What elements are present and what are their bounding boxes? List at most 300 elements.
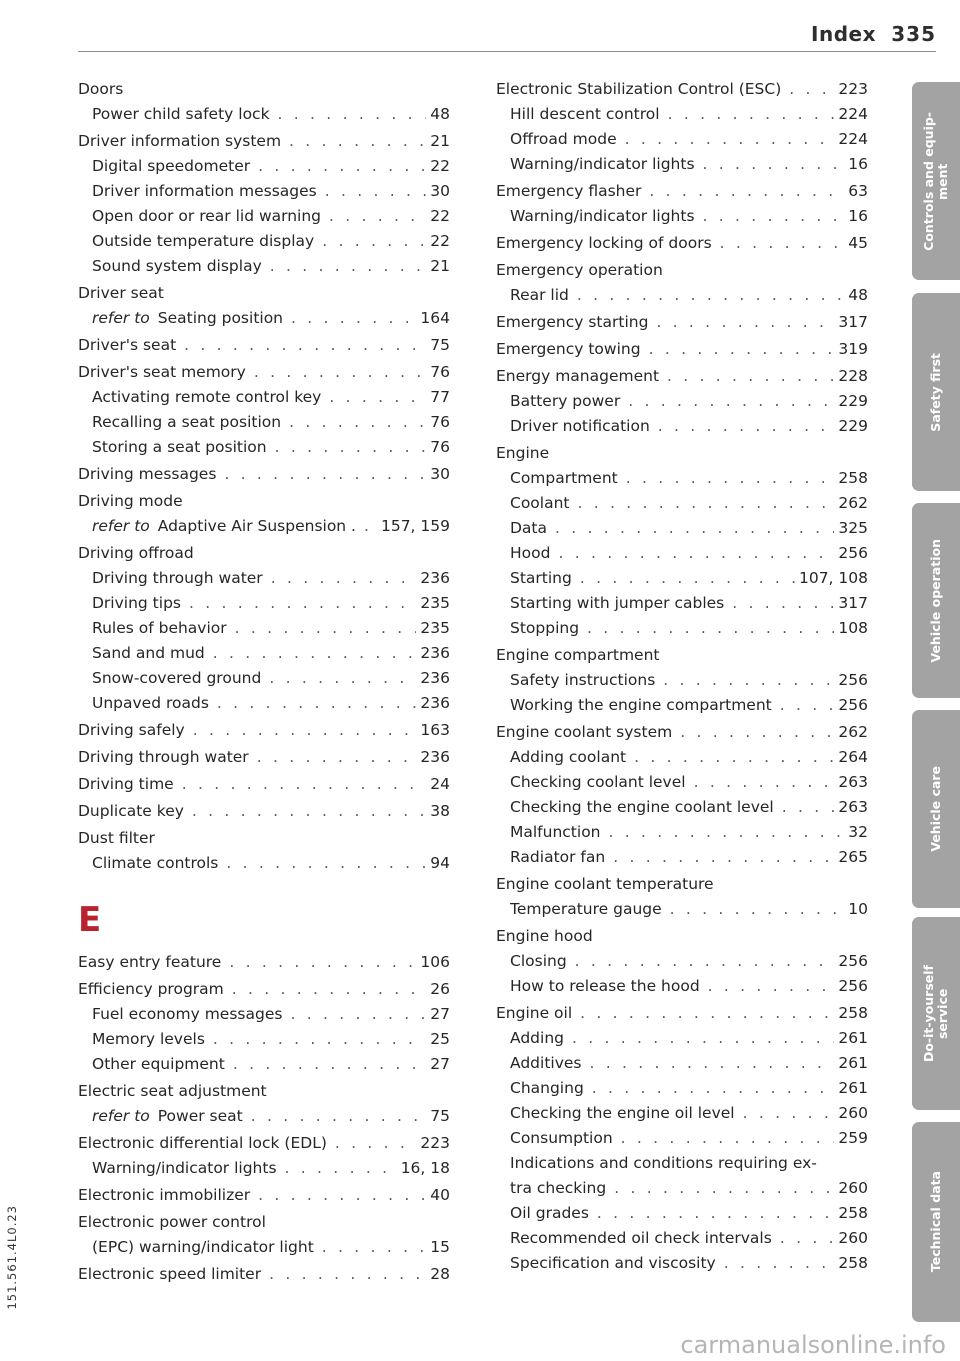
entry-label: tra checking — [510, 1179, 607, 1197]
entry-page: 235 — [420, 619, 450, 637]
dot-leader — [593, 1201, 835, 1226]
section-tab-label: Controls and equip- ment — [921, 111, 950, 251]
entry-label: Adding — [510, 1029, 564, 1047]
entry-label: How to release the hood — [510, 977, 700, 995]
entry-page: 236 — [420, 569, 450, 587]
dot-leader — [622, 466, 835, 491]
entry-label: Data — [510, 519, 548, 537]
index-entry — [496, 152, 868, 177]
section-tab[interactable] — [912, 293, 960, 491]
entry-page: 108 — [838, 619, 868, 637]
index-entry — [78, 306, 450, 331]
dot-leader — [568, 1026, 834, 1051]
index-entry — [496, 283, 868, 308]
index-entry — [78, 1079, 450, 1104]
entry-label: Checking the engine oil level — [510, 1104, 735, 1122]
entry-page: 258 — [838, 469, 868, 487]
index-entry — [78, 410, 450, 435]
dot-leader — [610, 1176, 834, 1201]
entry-label: Rules of behavior — [92, 619, 227, 637]
entry-label: Electronic immobilizer — [78, 1186, 251, 1204]
page-header — [78, 18, 936, 52]
index-entry — [78, 950, 450, 975]
index-entry — [78, 1262, 450, 1287]
entry-label: Warning/indicator lights — [510, 207, 695, 225]
index-entry — [78, 1235, 450, 1260]
entry-page: 261 — [838, 1079, 868, 1097]
entry-label: Checking coolant level — [510, 773, 686, 791]
index-entry — [496, 441, 868, 466]
entry-page: 10 — [848, 900, 868, 918]
index-entry — [496, 1101, 868, 1126]
index-entry — [78, 641, 450, 666]
index-entry — [496, 310, 868, 335]
section-tab[interactable] — [912, 82, 960, 280]
entry-page: 236 — [420, 694, 450, 712]
dot-leader — [676, 720, 834, 745]
entry-label: Engine hood — [496, 927, 593, 945]
dot-leader — [588, 1076, 835, 1101]
dot-leader — [267, 566, 417, 591]
entry-label: Driver's seat memory — [78, 363, 246, 381]
dot-leader — [265, 666, 416, 691]
entry-page: 264 — [838, 748, 868, 766]
index-entry — [496, 949, 868, 974]
dot-leader — [266, 254, 427, 279]
entry-page: 263 — [838, 798, 868, 816]
entry-label: Electronic power control — [78, 1213, 266, 1231]
entry-page: 256 — [838, 977, 868, 995]
dot-leader — [609, 845, 834, 870]
index-entry — [78, 102, 450, 127]
index-entry — [78, 154, 450, 179]
page-number: 335 — [891, 22, 936, 46]
index-entry — [496, 414, 868, 439]
index-entry — [496, 364, 868, 389]
dot-leader — [663, 364, 834, 389]
index-entry — [78, 462, 450, 487]
dot-leader — [253, 745, 417, 770]
index-entry — [496, 845, 868, 870]
dot-leader — [318, 1235, 426, 1260]
index-entry — [496, 102, 868, 127]
dot-leader — [254, 1183, 426, 1208]
section-tab-label: Vehicle care — [928, 766, 943, 852]
index-entry — [78, 204, 450, 229]
entry-label: Fuel economy messages — [92, 1005, 283, 1023]
entry-label: Emergency locking of doors — [496, 234, 712, 252]
entry-label: Duplicate key — [78, 802, 184, 820]
index-entry — [496, 924, 868, 949]
entry-page: 76 — [430, 438, 450, 456]
entry-page: 319 — [838, 340, 868, 358]
dot-leader — [281, 1156, 397, 1181]
entry-page: 164 — [420, 309, 450, 327]
section-tab[interactable] — [912, 710, 960, 908]
dot-leader — [652, 310, 834, 335]
entry-page: 32 — [848, 823, 868, 841]
dot-leader — [287, 306, 416, 331]
dot-leader — [583, 616, 834, 641]
entry-label: Engine — [496, 444, 550, 462]
section-tab-label: Vehicle operation — [928, 538, 943, 663]
entry-page: 259 — [838, 1129, 868, 1147]
dot-leader — [222, 851, 426, 876]
dot-leader — [621, 127, 835, 152]
refer-to-label: refer to — [92, 517, 150, 535]
index-entry — [78, 333, 450, 358]
index-entry — [496, 1251, 868, 1276]
index-entry — [496, 77, 868, 102]
entry-page: 30 — [430, 182, 450, 200]
entry-page: 22 — [430, 207, 450, 225]
entry-page: 258 — [838, 1204, 868, 1222]
index-entry — [78, 281, 450, 306]
index-entry — [78, 1210, 450, 1235]
entry-label: Efficiency program — [78, 980, 224, 998]
entry-label: Other equipment — [92, 1055, 225, 1073]
entry-label: Offroad mode — [510, 130, 617, 148]
index-list-d — [78, 77, 450, 876]
index-entry — [78, 254, 450, 279]
entry-label: Electronic Stabilization Control (ESC) — [496, 80, 782, 98]
entry-label: Storing a seat position — [92, 438, 267, 456]
entry-page: 236 — [420, 644, 450, 662]
dot-leader — [220, 462, 426, 487]
dot-leader — [776, 693, 835, 718]
entry-label: Emergency towing — [496, 340, 641, 358]
dot-leader — [229, 1052, 426, 1077]
index-entry — [78, 1104, 450, 1129]
index-entry — [496, 491, 868, 516]
entry-page: 263 — [838, 773, 868, 791]
index-entry — [496, 770, 868, 795]
dot-leader — [666, 897, 845, 922]
entry-label: Driving safely — [78, 721, 185, 739]
index-entry — [78, 489, 450, 514]
entry-label: Driving time — [78, 775, 174, 793]
entry-page: 27 — [430, 1055, 450, 1073]
entry-label: Starting with jumper cables — [510, 594, 725, 612]
dot-leader — [576, 1001, 834, 1026]
entry-page: 76 — [430, 363, 450, 381]
entry-label: Hood — [510, 544, 551, 562]
entry-label: Snow-covered ground — [92, 669, 262, 687]
section-tab-label: Safety first — [928, 352, 943, 432]
entry-label: Open door or rear lid warning — [92, 207, 322, 225]
entry-page: 224 — [838, 105, 868, 123]
letter-heading-e: E — [78, 900, 102, 940]
dot-leader — [630, 745, 834, 770]
entry-page: 30 — [430, 465, 450, 483]
index-entry — [78, 851, 450, 876]
entry-label: Digital speedometer — [92, 157, 251, 175]
entry-page: 256 — [838, 544, 868, 562]
section-tab[interactable] — [912, 1122, 960, 1322]
dot-leader — [325, 204, 426, 229]
entry-page: 258 — [838, 1004, 868, 1022]
entry-label: Driver notification — [510, 417, 650, 435]
entry-label: Battery power — [510, 392, 621, 410]
refer-to-label: refer to — [92, 309, 150, 327]
index-entry — [496, 1001, 868, 1026]
dot-leader — [331, 1131, 417, 1156]
entry-label: Driver seat — [78, 284, 164, 302]
index-entry — [78, 229, 450, 254]
index-entry — [78, 718, 450, 743]
entry-page: 236 — [420, 669, 450, 687]
index-entry — [78, 566, 450, 591]
entry-page: 48 — [848, 286, 868, 304]
dot-leader — [573, 283, 844, 308]
index-entry — [78, 826, 450, 851]
entry-page: 94 — [430, 854, 450, 872]
dot-leader — [585, 1051, 834, 1076]
index-entry — [496, 974, 868, 999]
entry-label: Rear lid — [510, 286, 569, 304]
dot-leader — [360, 514, 377, 539]
entry-label: Driver information system — [78, 132, 282, 150]
section-tab[interactable] — [912, 917, 960, 1110]
dot-leader — [209, 641, 417, 666]
entry-label: Driving through water — [78, 748, 249, 766]
entry-label: Engine coolant system — [496, 723, 673, 741]
entry-label: Stopping — [510, 619, 580, 637]
index-entry — [496, 643, 868, 668]
index-column-right — [496, 75, 868, 1276]
entry-label: Hill descent control — [510, 105, 660, 123]
index-entry — [496, 1026, 868, 1051]
dot-leader — [225, 950, 416, 975]
dot-leader — [189, 718, 417, 743]
entry-label: Safety instructions — [510, 671, 656, 689]
entry-page: 258 — [838, 1254, 868, 1272]
entry-page: 229 — [838, 417, 868, 435]
entry-page: 107, 108 — [798, 569, 868, 587]
entry-label: Emergency operation — [496, 261, 663, 279]
dot-leader — [605, 820, 845, 845]
entry-page: 317 — [838, 594, 868, 612]
index-entry — [78, 1002, 450, 1027]
entry-label: Engine compartment — [496, 646, 660, 664]
entry-label: Power seat — [157, 1107, 243, 1125]
dot-leader — [213, 691, 416, 716]
entry-label: Memory levels — [92, 1030, 205, 1048]
dot-leader — [776, 1226, 835, 1251]
index-entry — [78, 1027, 450, 1052]
index-column-left — [78, 75, 450, 1287]
index-entry — [496, 693, 868, 718]
entry-label: Radiator fan — [510, 848, 606, 866]
entry-label: Driver's seat — [78, 336, 177, 354]
index-entry — [496, 127, 868, 152]
index-entry — [78, 129, 450, 154]
index-entry — [78, 1183, 450, 1208]
header-title: Index — [811, 22, 876, 46]
entry-page: 63 — [848, 182, 868, 200]
index-entry — [78, 977, 450, 1002]
entry-page: 26 — [430, 980, 450, 998]
index-entry — [78, 1156, 450, 1181]
entry-label: Outside temperature display — [92, 232, 315, 250]
index-entry — [78, 772, 450, 797]
entry-page: 256 — [838, 696, 868, 714]
entry-label: Sound system display — [92, 257, 262, 275]
dot-leader — [285, 129, 426, 154]
dot-leader — [325, 385, 426, 410]
entry-page: 224 — [838, 130, 868, 148]
entry-label: Warning/indicator lights — [510, 155, 695, 173]
entry-page: 317 — [838, 313, 868, 331]
entry-page: 235 — [420, 594, 450, 612]
index-entry — [496, 337, 868, 362]
dot-leader — [286, 1002, 426, 1027]
index-entry — [496, 820, 868, 845]
dot-leader — [554, 541, 834, 566]
entry-label: Recommended oil check intervals — [510, 1229, 772, 1247]
index-entry — [496, 541, 868, 566]
entry-label: Temperature gauge — [510, 900, 662, 918]
dot-leader — [180, 333, 426, 358]
entry-page: 261 — [838, 1029, 868, 1047]
watermark: carmanualsonline.info — [680, 1331, 946, 1359]
entry-page: 16, 18 — [400, 1159, 450, 1177]
dot-leader — [265, 1262, 426, 1287]
index-entry — [496, 616, 868, 641]
entry-page: 75 — [430, 1107, 450, 1125]
entry-label: Working the engine compartment — [510, 696, 772, 714]
index-entry — [496, 1051, 868, 1076]
entry-page: 28 — [430, 1265, 450, 1283]
index-entry — [78, 541, 450, 566]
dot-leader — [318, 229, 426, 254]
entry-page: 38 — [430, 802, 450, 820]
index-entry — [496, 897, 868, 922]
entry-page: 228 — [838, 367, 868, 385]
index-entry — [78, 1131, 450, 1156]
section-tab-label: Do-it-yourself service — [921, 964, 950, 1063]
index-entry — [496, 720, 868, 745]
dot-leader — [664, 102, 835, 127]
entry-page: 260 — [838, 1104, 868, 1122]
index-list-right — [496, 77, 868, 1276]
entry-label: Unpaved roads — [92, 694, 209, 712]
entry-label: Indications and conditions requiring ex- — [510, 1154, 817, 1172]
entry-page: 27 — [430, 1005, 450, 1023]
entry-page: 15 — [430, 1238, 450, 1256]
index-entry — [496, 231, 868, 256]
entry-label: Checking the engine coolant level — [510, 798, 774, 816]
entry-label: Electronic differential lock (EDL) — [78, 1134, 327, 1152]
index-entry — [78, 435, 450, 460]
index-entry — [78, 591, 450, 616]
index-list-e — [78, 950, 450, 1287]
entry-label: Driving mode — [78, 492, 183, 510]
entry-label: Engine coolant temperature — [496, 875, 714, 893]
entry-label: Sand and mud — [92, 644, 205, 662]
dot-leader — [716, 231, 845, 256]
entry-label: Oil grades — [510, 1204, 589, 1222]
entry-label: Additives — [510, 1054, 582, 1072]
dot-leader — [574, 491, 835, 516]
entry-label: Seating position — [157, 309, 284, 327]
entry-label: Malfunction — [510, 823, 601, 841]
section-tab[interactable] — [912, 503, 960, 698]
document-code: 151.561.4L0.23 — [5, 1204, 19, 1310]
entry-page: 76 — [430, 413, 450, 431]
index-entry — [496, 389, 868, 414]
index-entry — [496, 204, 868, 229]
dot-leader — [617, 1126, 835, 1151]
entry-page: 22 — [430, 157, 450, 175]
entry-label: Doors — [78, 80, 124, 98]
index-entry — [496, 566, 868, 591]
dot-leader — [254, 154, 426, 179]
dot-leader — [285, 410, 426, 435]
dot-leader — [728, 591, 834, 616]
dot-leader — [551, 516, 834, 541]
dot-leader — [739, 1101, 835, 1126]
dot-leader — [321, 179, 427, 204]
entry-label: Recalling a seat position — [92, 413, 282, 431]
entry-page: 22 — [430, 232, 450, 250]
dot-leader — [785, 77, 834, 102]
dot-leader — [654, 414, 835, 439]
dot-leader — [274, 102, 427, 127]
entry-label: Dust filter — [78, 829, 155, 847]
dot-leader — [645, 337, 835, 362]
dot-leader — [247, 1104, 427, 1129]
index-entry — [78, 666, 450, 691]
entry-page: 260 — [838, 1179, 868, 1197]
entry-label: Emergency starting — [496, 313, 649, 331]
entry-label: Changing — [510, 1079, 584, 1097]
entry-page: 48 — [430, 105, 450, 123]
entry-page: 40 — [430, 1186, 450, 1204]
entry-page: 77 — [430, 388, 450, 406]
index-entry — [78, 360, 450, 385]
header-divider — [78, 51, 936, 52]
index-entry — [78, 1052, 450, 1077]
dot-leader — [720, 1251, 835, 1276]
entry-page: 21 — [430, 132, 450, 150]
dot-leader — [704, 974, 835, 999]
index-entry — [78, 616, 450, 641]
entry-page: 21 — [430, 257, 450, 275]
entry-page: 75 — [430, 336, 450, 354]
entry-page: 262 — [838, 723, 868, 741]
entry-page: 16 — [848, 155, 868, 173]
entry-label: Driving offroad — [78, 544, 194, 562]
refer-to-label: refer to — [92, 1107, 150, 1125]
entry-page: 223 — [420, 1134, 450, 1152]
entry-label: Closing — [510, 952, 567, 970]
index-entry — [496, 1226, 868, 1251]
entry-page: 265 — [838, 848, 868, 866]
section-tab-label: Technical data — [928, 1171, 943, 1273]
entry-label: Activating remote control key — [92, 388, 322, 406]
entry-label: Starting — [510, 569, 572, 587]
entry-label: Coolant — [510, 494, 570, 512]
index-entry — [496, 258, 868, 283]
entry-label: (EPC) warning/indicator light — [92, 1238, 314, 1256]
dot-leader — [699, 152, 845, 177]
index-entry — [496, 1126, 868, 1151]
entry-page: 256 — [838, 671, 868, 689]
index-entry — [78, 514, 450, 539]
dot-leader — [699, 204, 845, 229]
entry-label: Driving messages — [78, 465, 217, 483]
